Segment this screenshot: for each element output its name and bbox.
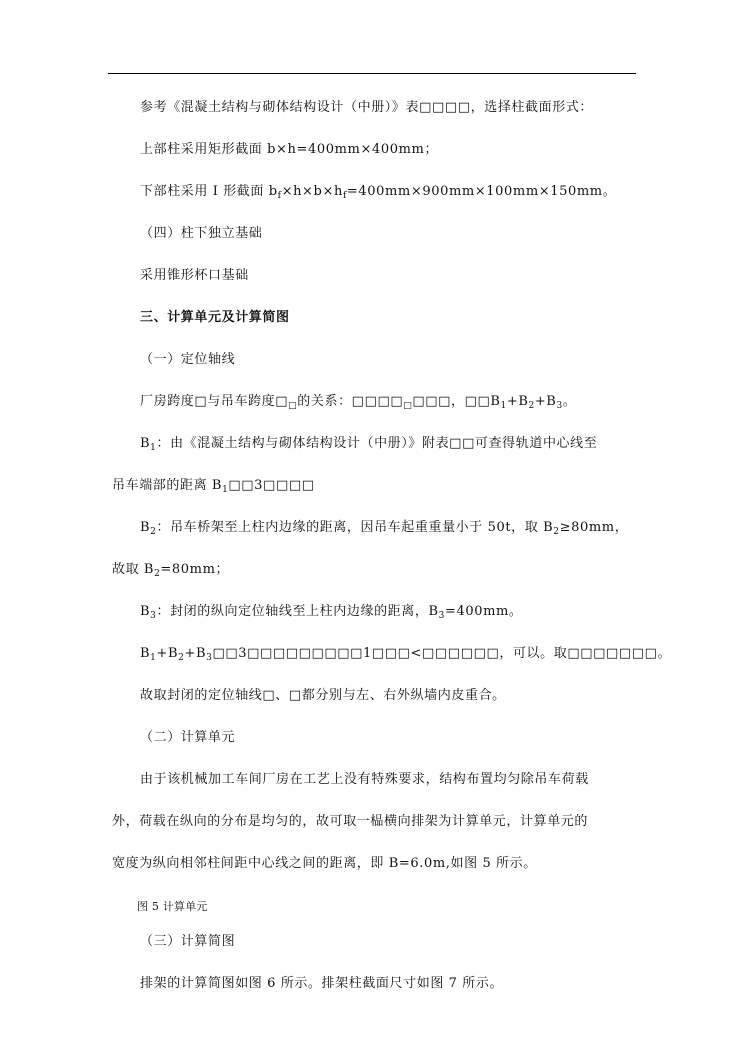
heading-calculation-unit: 三、计算单元及计算简图 <box>140 310 290 325</box>
paragraph-unit-line2: 外，荷载在纵向的分布是均匀的，故可取一榀横向排架为计算单元，计算单元的 <box>112 814 589 829</box>
paragraph-span-relation: 厂房跨度□与吊车跨度$□_□$的关系：$□□□□_□□□□$，$□□B_1+B_2+B_3$。 <box>140 394 577 411</box>
paragraph-b2-continued: 故取 $B_2=80mm$； <box>112 562 230 579</box>
subheading-axis: （一）定位轴线 <box>140 352 236 367</box>
paragraph-axis-conclusion: 故取封闭的定位轴线□、□都分别与左、右外纵墙内皮重合。 <box>140 688 506 703</box>
paragraph-b3: $B_3$：封闭的纵向定位轴线至上柱内边缘的距离，$B_3=400mm$。 <box>140 604 523 621</box>
paragraph-diagram: 排架的计算简图如图 6 所示。排架柱截面尺寸如图 7 所示。 <box>140 976 504 991</box>
subheading-diagram: （三）计算简图 <box>140 934 236 949</box>
paragraph-upper-column: 上部柱采用矩形截面 b×h=400mm×400mm； <box>140 142 439 157</box>
paragraph-unit-line1: 由于该机械加工车间厂房在工艺上没有特殊要求，结构布置均匀除吊车荷载 <box>140 772 589 787</box>
header-rule <box>108 73 636 74</box>
paragraph-section-reference: 参考《混凝土结构与砌体结构设计（中册）》表□□□□，选择柱截面形式： <box>140 100 594 115</box>
paragraph-b1: $B_1$：由《混凝土结构与砌体结构设计（中册）》附表□□可查得轨道中心线至 <box>140 436 598 453</box>
subheading-foundation: （四）柱下独立基础 <box>140 226 263 241</box>
paragraph-b1-continued: 吊车端部的距离 $B_1□□3□□□□$ <box>112 478 315 495</box>
paragraph-unit-line3: 宽度为纵向相邻柱间距中心线之间的距离，即 B=6.0m,如图 5 所示。 <box>112 856 537 871</box>
subheading-unit: （二）计算单元 <box>140 730 236 745</box>
paragraph-b2: $B_2$：吊车桥架至上柱内边缘的距离，因吊车起重重量小于 50t，取 $B_2\ge 80mm$， <box>140 520 629 537</box>
figure-5-caption: 图 5 计算单元 <box>137 900 208 913</box>
paragraph-lower-column: 下部柱采用 I 形截面 $b_f\times h\times b\times h_f=400mm\times 900mm\times 100mm\times 150mm$。 <box>140 184 617 201</box>
paragraph-foundation-type: 采用锥形杯口基础 <box>140 268 249 283</box>
paragraph-sum-check: $B_1+B_2+B_3□□3□□□□□□□□□1□□□<□□□□□□$，可以。取□□□□□□□。 <box>140 646 672 663</box>
